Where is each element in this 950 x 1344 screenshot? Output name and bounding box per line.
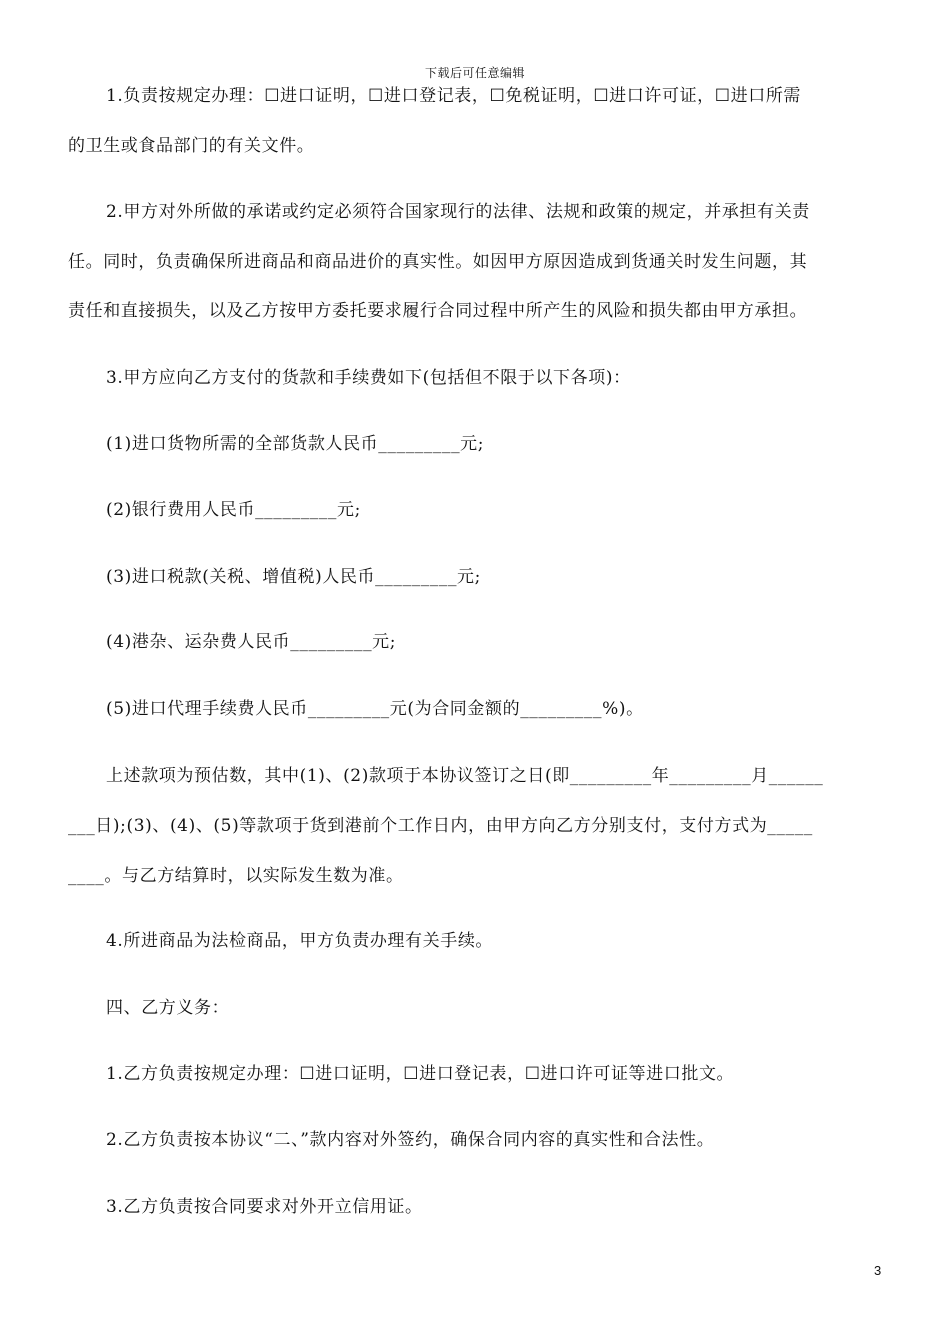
- paragraph-line: 的卫生或食品部门的有关文件。: [68, 136, 315, 156]
- fee-item-5: (5)进口代理手续费人民币_________元(为合同金额的_________%)。: [106, 699, 644, 719]
- paragraph-line: 责任和直接损失，以及乙方按甲方委托要求履行合同过程中所产生的风险和损失都由甲方承担。: [68, 301, 808, 321]
- paragraph-line: ___日);(3)、(4)、(5)等款项于货到港前个工作日内，由甲方向乙方分别支付，支付方式为_____: [68, 816, 813, 836]
- paragraph-line: ____。与乙方结算时，以实际发生数为准。: [68, 866, 404, 886]
- page-header: 下载后可任意编辑: [424, 66, 525, 80]
- paragraph-line: 1.乙方负责按规定办理：☐进口证明，☐进口登记表，☐进口许可证等进口批文。: [106, 1064, 735, 1084]
- page-number: 3: [874, 1263, 882, 1278]
- section-heading: 四、乙方义务：: [106, 998, 230, 1018]
- paragraph-line: 2.甲方对外所做的承诺或约定必须符合国家现行的法律、法规和政策的规定，并承担有关责: [106, 202, 810, 222]
- fee-item-1: (1)进口货物所需的全部货款人民币_________元;: [106, 434, 485, 454]
- paragraph-line: 3.乙方负责按合同要求对外开立信用证。: [106, 1197, 423, 1217]
- fee-item-4: (4)港杂、运杂费人民币_________元;: [106, 632, 397, 652]
- paragraph-line: 上述款项为预估数，其中(1)、(2)款项于本协议签订之日(即_________年_________月______: [106, 766, 824, 786]
- paragraph-line: 2.乙方负责按本协议“二、”款内容对外签约，确保合同内容的真实性和合法性。: [106, 1130, 715, 1150]
- paragraph-line: 任。同时，负责确保所进商品和商品进价的真实性。如因甲方原因造成到货通关时发生问题，其: [68, 252, 808, 272]
- paragraph-line: 3.甲方应向乙方支付的货款和手续费如下(包括但不限于以下各项)：: [106, 368, 631, 388]
- fee-item-3: (3)进口税款(关税、增值税)人民币_________元;: [106, 567, 481, 587]
- paragraph-line: 4.所进商品为法检商品，甲方负责办理有关手续。: [106, 931, 494, 951]
- fee-item-2: (2)银行费用人民币_________元;: [106, 500, 361, 520]
- paragraph-line: 1.负责按规定办理：☐进口证明，☐进口登记表，☐免税证明，☐进口许可证，☐进口所需: [106, 86, 802, 106]
